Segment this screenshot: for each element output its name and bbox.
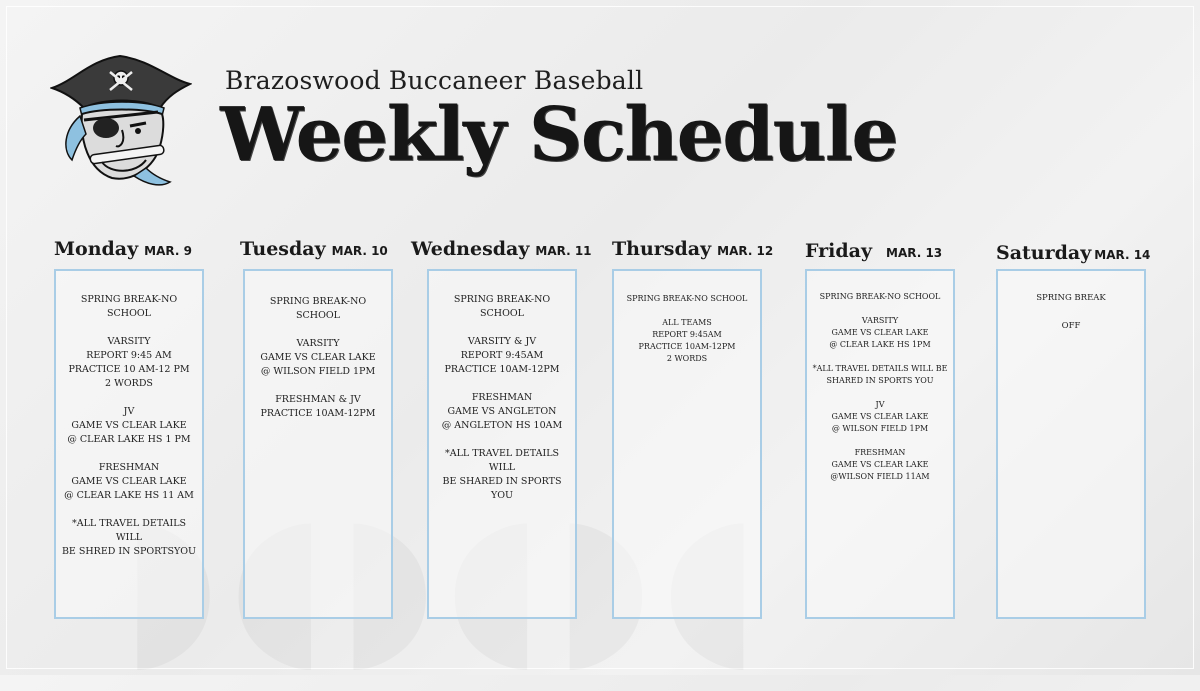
day-header-wednesday <box>411 238 592 260</box>
day-header-tuesday <box>240 238 388 260</box>
day-name: Thursday <box>612 238 712 260</box>
schedule-box-friday <box>805 269 955 619</box>
schedule-entry: JV GAME VS CLEAR LAKE @ CLEAR LAKE HS 1 PM <box>67 406 191 445</box>
schedule-box-monday <box>54 269 204 619</box>
day-name: Friday <box>805 240 873 262</box>
day-date: MAR. 10 <box>331 244 388 258</box>
day-date: MAR. 11 <box>535 244 592 258</box>
day-name: Saturday <box>996 242 1092 264</box>
schedule-entry: SPRING BREAK-NO SCHOOL <box>819 292 941 301</box>
schedule-entry: JV GAME VS CLEAR LAKE @ WILSON FIELD 1PM <box>831 400 929 433</box>
schedule-entry: OFF <box>1061 321 1081 331</box>
day-header-monday <box>54 238 192 260</box>
schedule-box-wednesday <box>427 269 577 619</box>
schedule-entry: VARSITY REPORT 9:45 AM PRACTICE 10 AM-12 PM 2 WORDS <box>68 336 190 389</box>
day-header-thursday <box>612 238 773 260</box>
day-name: Wednesday <box>411 238 530 260</box>
schedule-entry: SPRING BREAK-NO SCHOOL <box>80 294 178 319</box>
day-date: MAR. 14 <box>1094 248 1151 262</box>
day-header-saturday <box>996 242 1150 264</box>
day-date: MAR. 12 <box>717 244 774 258</box>
schedule-box-thursday <box>612 269 762 619</box>
schedule-entry: SPRING BREAK-NO SCHOOL <box>626 294 748 303</box>
schedule-entry: *ALL TRAVEL DETAILS WILL BE SHARED IN SPORTS YOU <box>442 448 562 501</box>
schedule-entry: SPRING BREAK-NO SCHOOL <box>453 294 551 319</box>
schedule-entry: VARSITY GAME VS CLEAR LAKE @ WILSON FIELD 1PM <box>260 338 376 377</box>
schedule-entry: FRESHMAN GAME VS ANGLETON @ ANGLETON HS 10AM <box>441 392 563 431</box>
page-title: Weekly Schedule <box>220 92 897 178</box>
team-name: Brazoswood Buccaneer Baseball <box>225 66 644 95</box>
schedule-entry: VARSITY & JV REPORT 9:45AM PRACTICE 10AM-12PM <box>444 336 560 375</box>
schedule-entry: ALL TEAMS REPORT 9:45AM PRACTICE 10AM-12PM 2 WORDS <box>638 318 736 363</box>
schedule-entry: SPRING BREAK-NO SCHOOL <box>269 296 367 321</box>
schedule-entry: *ALL TRAVEL DETAILS WILL BE SHRED IN SPORTSYOU <box>61 518 197 557</box>
day-name: Monday <box>54 238 139 260</box>
schedule-entry: VARSITY GAME VS CLEAR LAKE @ CLEAR LAKE HS 1PM <box>829 316 931 349</box>
day-date: MAR. 9 <box>144 244 192 258</box>
schedule-entry: *ALL TRAVEL DETAILS WILL BE SHARED IN SPORTS YOU <box>812 364 948 385</box>
schedule-box-saturday <box>996 269 1146 619</box>
schedule-entry: SPRING BREAK <box>1036 293 1106 303</box>
schedule-entry: FRESHMAN GAME VS CLEAR LAKE @ CLEAR LAKE HS 11 AM <box>64 462 194 501</box>
schedule-box-tuesday <box>243 269 393 619</box>
schedule-entry: FRESHMAN & JV PRACTICE 10AM-12PM <box>260 394 376 419</box>
schedule-entry: FRESHMAN GAME VS CLEAR LAKE @WILSON FIELD 11AM <box>830 448 930 481</box>
day-header-friday <box>805 240 942 262</box>
day-name: Tuesday <box>240 238 326 260</box>
pirate-mascot-icon <box>50 50 192 195</box>
day-date: MAR. 13 <box>886 246 943 260</box>
